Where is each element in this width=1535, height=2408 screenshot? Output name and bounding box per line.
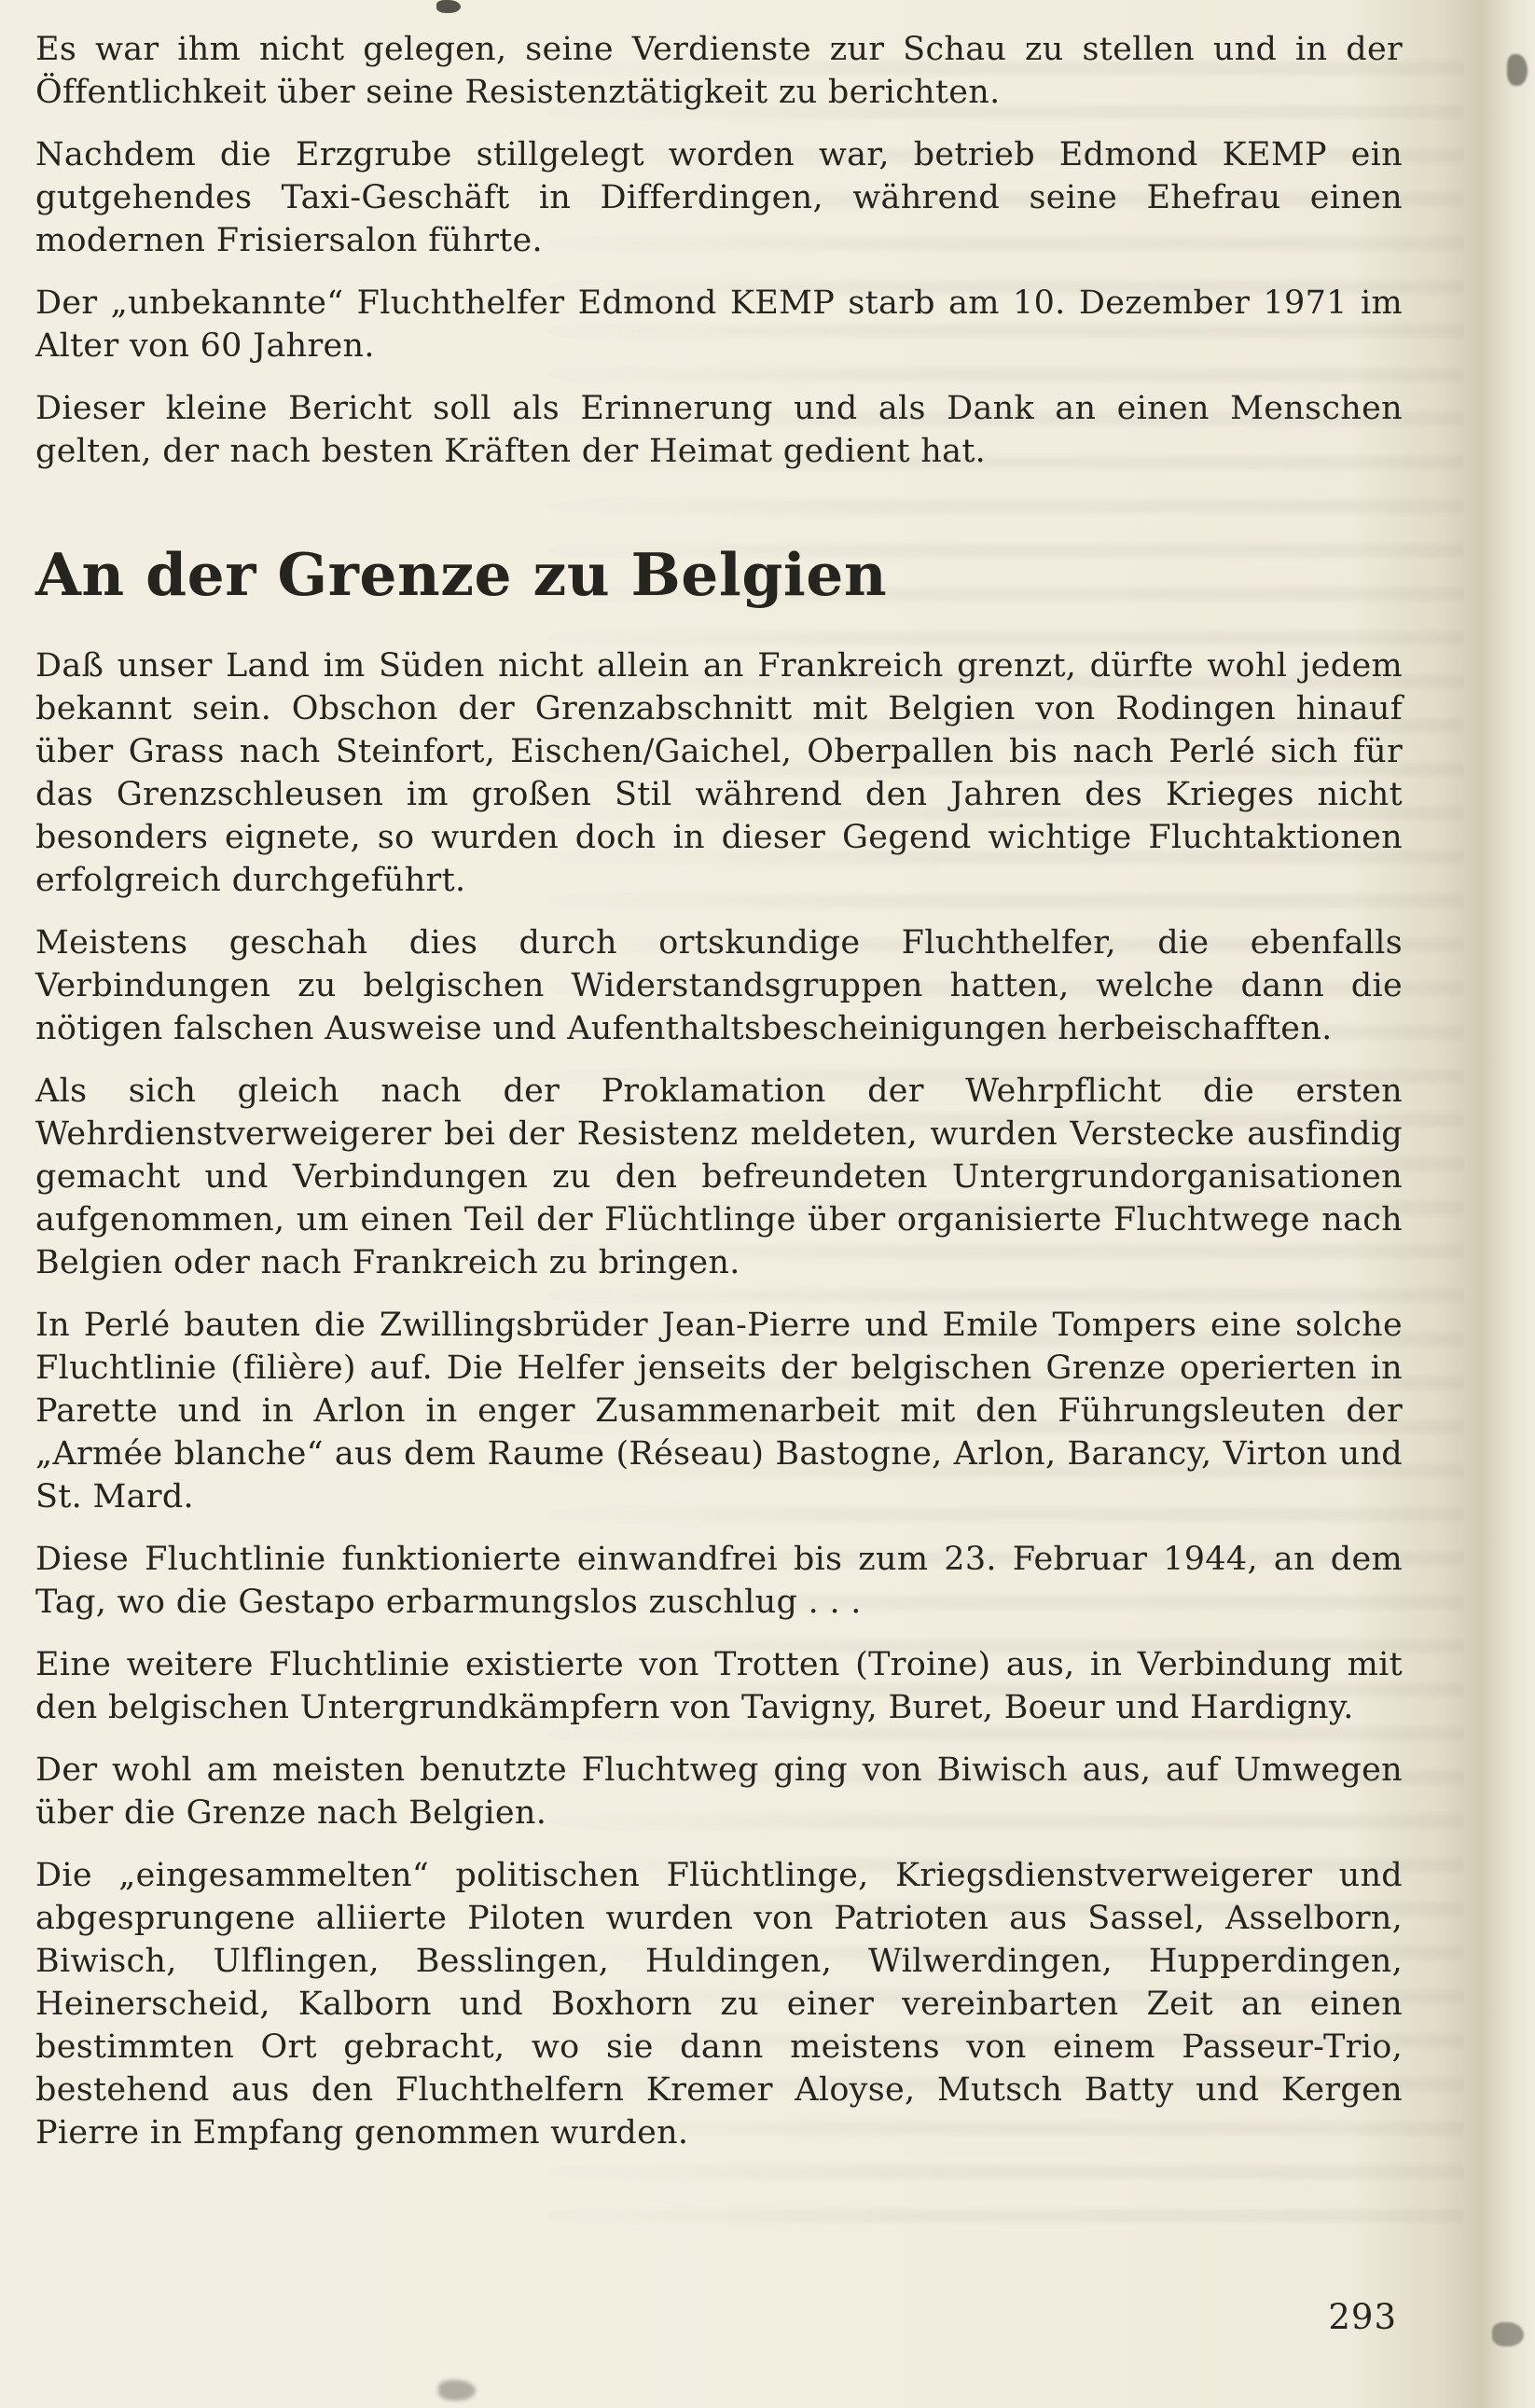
- paragraph: Dieser kleine Bericht soll als Erinnerung und als Dank an einen Menschen gelten, der nach besten Kräften der Heimat gedient hat.: [35, 390, 1403, 470]
- paragraph: Es war ihm nicht gelegen, seine Verdienste zur Schau zu stellen und in der Öffentlichkeit über seine Resistenztätigkeit zu berichten.: [35, 31, 1403, 111]
- scan-artifact: [438, 2380, 476, 2401]
- paragraph: Daß unser Land im Süden nicht allein an Frankreich grenzt, dürfte wohl jedem bekannt sein. Obschon der Grenzabschnitt mit Belgien von Rodingen hinauf über Grass nach Steinfort, Eischen/Gaichel, Oberpallen bis nach Perlé sich für das Grenzschleusen im großen Stil während den Jahren des Krieges nicht besonders eignete, so wurden doch in dieser Gegend wichtige Fluchtaktionen erfolgreich durchgeführt.: [35, 647, 1403, 899]
- paragraph: Meistens geschah dies durch ortskundige Fluchthelfer, die ebenfalls Verbindungen zu belgischen Widerstandsgruppen hatten, welche dann die nötigen falschen Ausweise und Aufenthaltsbescheinigungen herbeischafften.: [35, 924, 1403, 1047]
- section-heading: An der Grenze zu Belgien: [35, 540, 888, 609]
- paragraph: Die „eingesammelten“ politischen Flüchtlinge, Kriegsdienstverweigerer und abgesprungene alliierte Piloten wurden von Patrioten aus Sassel, Asselborn, Biwisch, Ulflingen, Besslingen, Huldingen, Wilwerdingen, Hupperdingen, Heinerscheid, Kalborn und Boxhorn zu einer vereinbarten Zeit an einen bestimmten Ort gebracht, wo sie dann meistens von einem Passeur-Trio, bestehend aus den Fluchthelfern Kremer Aloyse, Mutsch Batty und Kergen Pierre in Empfang genommen wurden.: [35, 1857, 1403, 2152]
- page-content: [35, 28, 1403, 2174]
- paragraph: Als sich gleich nach der Proklamation der Wehrpflicht die ersten Wehrdienstverweigerer bei der Resistenz meldeten, wurden Verstecke ausfindig gemacht und Verbindungen zu den befreundeten Untergrundorganisationen aufgenommen, um einen Teil der Flüchtlinge über organisierte Fluchtwege nach Belgien oder nach Frankreich zu bringen.: [35, 1073, 1403, 1281]
- paragraph: In Perlé bauten die Zwillingsbrüder Jean-Pierre und Emile Tompers eine solche Fluchtlinie (filière) auf. Die Helfer jenseits der belgischen Grenze operierten in Parette und in Arlon in enger Zusammenarbeit mit den Führungsleuten der „Armée blanche“ aus dem Raume (Réseau) Bastogne, Arlon, Barancy, Virton und St. Mard.: [35, 1307, 1403, 1515]
- scan-artifact: [1492, 2322, 1524, 2346]
- paragraph: Der wohl am meisten benutzte Fluchtweg ging von Biwisch aus, auf Umwegen über die Grenze nach Belgien.: [35, 1751, 1403, 1832]
- scan-artifact: [1507, 54, 1528, 86]
- paragraph: Eine weitere Fluchtlinie existierte von Trotten (Troine) aus, in Verbindung mit den belgischen Untergrundkämpfern von Tavigny, Buret, Boeur und Hardigny.: [35, 1646, 1403, 1726]
- paragraph: Der „unbekannte“ Fluchthelfer Edmond KEMP starb am 10. Dezember 1971 im Alter von 60 Jahren.: [35, 284, 1403, 365]
- page-number: 293: [1328, 2297, 1397, 2337]
- scan-artifact: [436, 0, 461, 13]
- paragraph: Diese Fluchtlinie funktionierte einwandfrei bis zum 23. Februar 1944, an dem Tag, wo die Gestapo erbarmungslos zuschlug . . .: [35, 1541, 1403, 1621]
- paragraph: Nachdem die Erzgrube stillgelegt worden war, betrieb Edmond KEMP ein gutgehendes Taxi-Geschäft in Differdingen, während seine Ehefrau einen modernen Frisiersalon führte.: [35, 136, 1403, 259]
